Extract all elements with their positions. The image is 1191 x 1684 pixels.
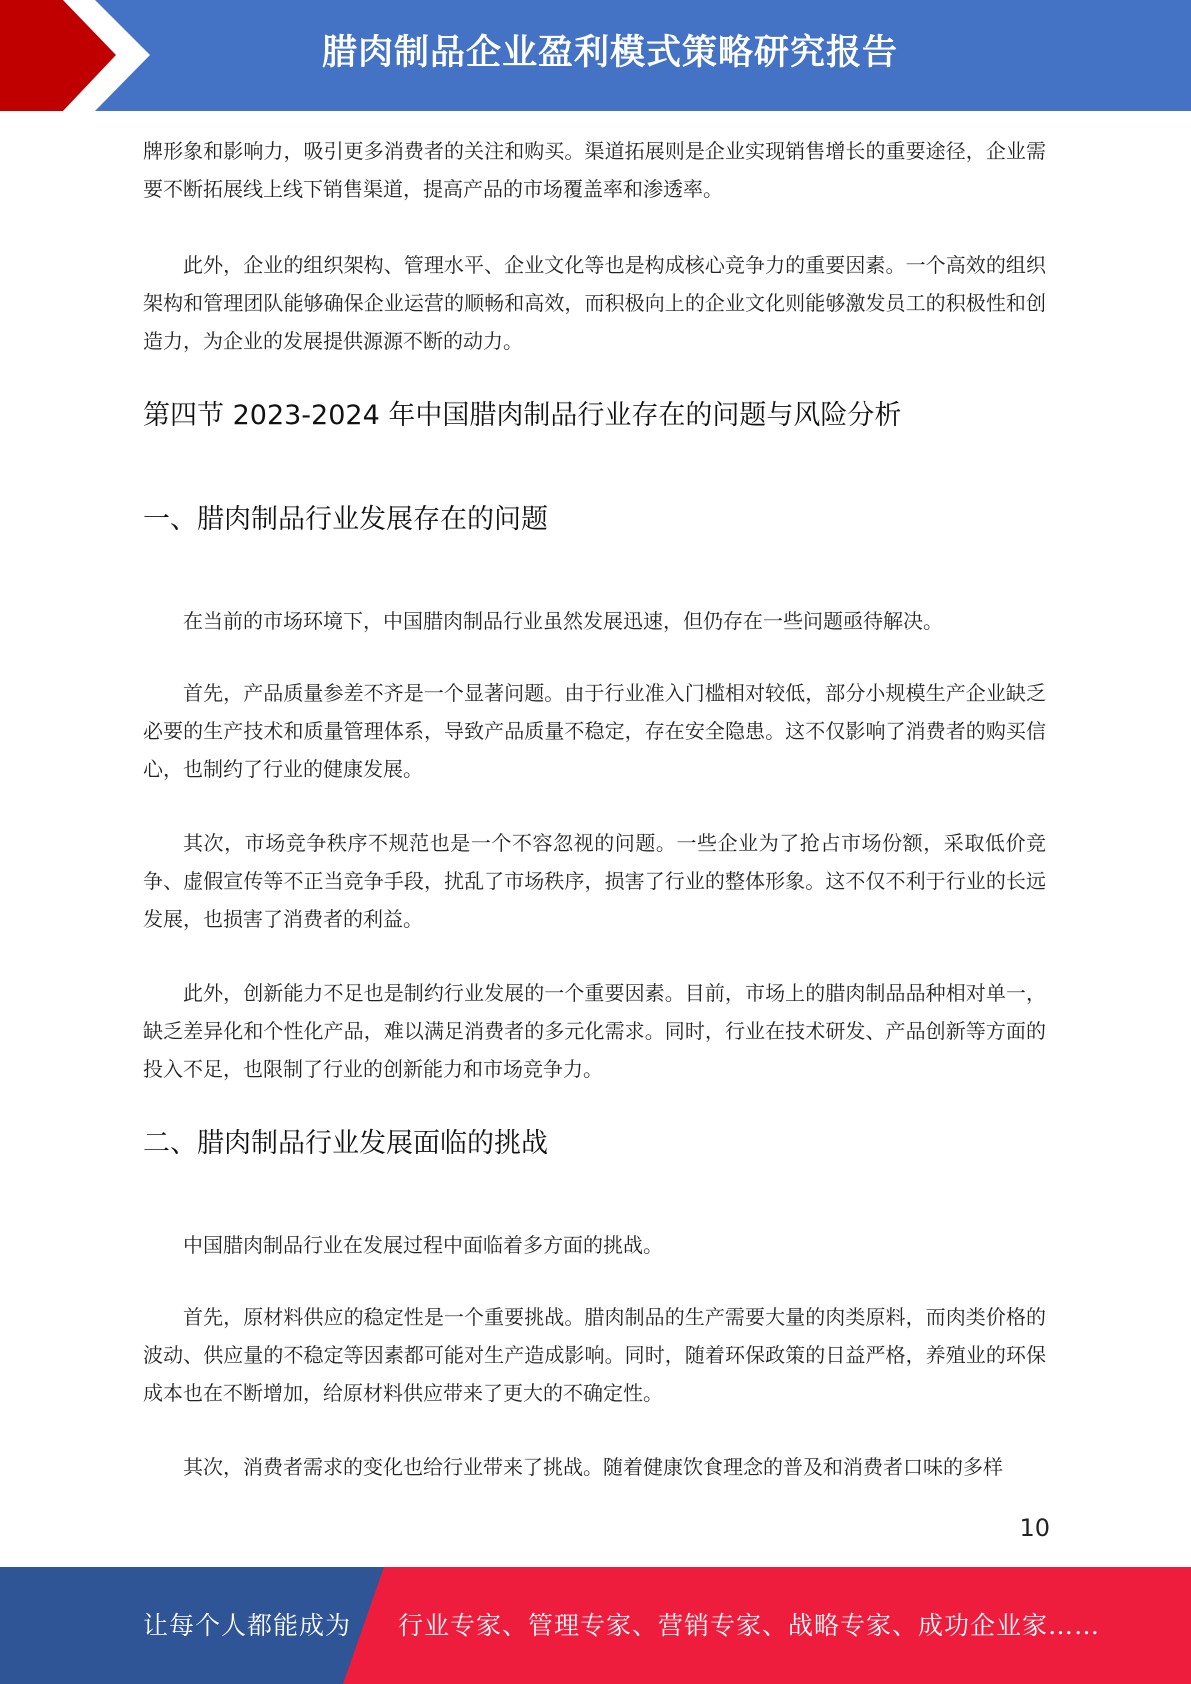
paragraph-9: 其次，消费者需求的变化也给行业带来了挑战。随着健康饮食理念的普及和消费者口味的多样 [183,1455,1003,1479]
paragraph-8: 首先，原材料供应的稳定性是一个重要挑战。腊肉制品的生产需要大量的肉类原料，而肉类价格的波动、供应量的不稳定等因素都可能对生产造成影响。同时，随着环保政策的日益严格，养殖业的环保成本也在不断增加，给原材料供应带来了更大的不确定性。 [143,1305,1046,1405]
page-number: 10 [1019,1514,1050,1542]
paragraph-3: 在当前的市场环境下，中国腊肉制品行业虽然发展迅速，但仍存在一些问题亟待解决。 [183,609,943,633]
paragraph-6: 此外，创新能力不足也是制约行业发展的一个重要因素。目前，市场上的腊肉制品品种相对单一，缺乏差异化和个性化产品，难以满足消费者的多元化需求。同时，行业在技术研发、产品创新等方面的投入不足，也限制了行业的创新能力和市场竞争力。 [143,981,1046,1081]
page-content [143,132,1046,1522]
paragraph-1: 牌形象和影响力，吸引更多消费者的关注和购买。渠道拓展则是企业实现销售增长的重要途径，企业需要不断拓展线上线下销售渠道，提高产品的市场覆盖率和渗透率。 [143,139,1046,201]
section-title: 第四节 2023-2024 年中国腊肉制品行业存在的问题与风险分析 [143,400,902,431]
subsection-2-title: 二、腊肉制品行业发展面临的挑战 [143,1128,548,1159]
footer-slogan-left: 让每个人都能成为 [143,1611,352,1640]
paragraph-7: 中国腊肉制品行业在发展过程中面临着多方面的挑战。 [183,1233,663,1257]
paragraph-4: 首先，产品质量参差不齐是一个显著问题。由于行业准入门槛相对较低，部分小规模生产企业缺乏必要的生产技术和质量管理体系，导致产品质量不稳定，存在安全隐患。这不仅影响了消费者的购买信心，也制约了行业的健康发展。 [143,681,1046,781]
paragraph-2: 此外，企业的组织架构、管理水平、企业文化等也是构成核心竞争力的重要因素。一个高效的组织架构和管理团队能够确保企业运营的顺畅和高效，而积极向上的企业文化则能够激发员工的积极性和创造力，为企业的发展提供源源不断的动力。 [143,253,1046,353]
paragraph-5: 其次，市场竞争秩序不规范也是一个不容忽视的问题。一些企业为了抢占市场份额，采取低价竞争、虚假宣传等不正当竞争手段，扰乱了市场秩序，损害了行业的整体形象。这不仅不利于行业的长远发展，也损害了消费者的利益。 [143,831,1046,931]
page-header [0,0,1191,111]
report-title: 腊肉制品企业盈利模式策略研究报告 [321,33,898,73]
subsection-1-title: 一、腊肉制品行业发展存在的问题 [143,504,548,535]
footer-slogan-right: 行业专家、管理专家、营销专家、战略专家、成功企业家…… [398,1611,1101,1640]
page-footer [0,1567,1191,1684]
